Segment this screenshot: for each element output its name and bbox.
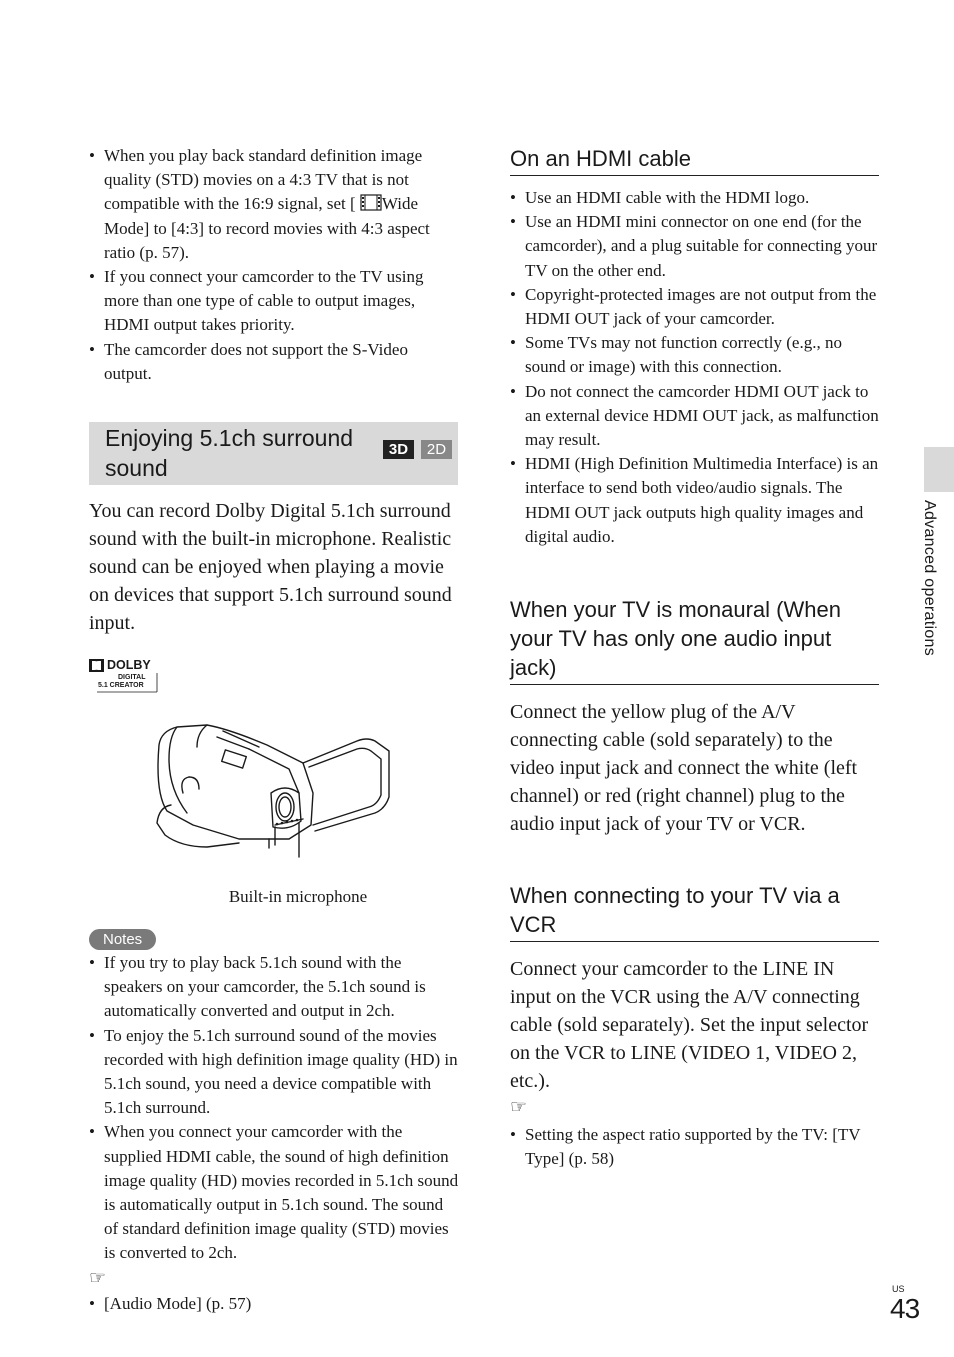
left-column [89, 144, 459, 1316]
camcorder-illustration [89, 697, 459, 887]
list-item: • When you connect your camcorder with the supplied HDMI cable, the sound of high definition image quality (HD) movies recorded in 5.1ch sound is automatically output in 5.1ch sound. The sound of standard definition image quality (STD) movies is converted to 2ch. [89, 1120, 459, 1265]
camcorder-image [89, 697, 459, 887]
badge-3d: 3D [383, 440, 414, 459]
list-item: • [Audio Mode] (p. 57) [89, 1292, 459, 1316]
list-item: • If you connect your camcorder to the TV using more than one type of cable to output images, HDMI output takes priority. [89, 265, 459, 338]
dolby-line3: 5.1 CREATOR [98, 682, 144, 690]
vcr-heading: When connecting to your TV via a VCR [510, 881, 879, 942]
list-item: • When you play back standard definition image quality (STD) movies on a 4:3 TV that is not compatible with the 16:9 signal, set [ Wide Mode] to [4:3] to record movies with 4:3 aspect ratio (p. 57). [89, 144, 459, 265]
notes-block [89, 929, 459, 1316]
section-side-label: Advanced operations [921, 500, 938, 657]
section-header-surround [89, 422, 458, 485]
list-item: • Copyright-protected images are not output from the HDMI OUT jack of your camcorder. [510, 283, 879, 331]
dolby-logo [89, 659, 159, 693]
right-column [510, 144, 879, 1171]
vcr-paragraph: Connect your camcorder to the LINE IN input on the VCR using the A/V connecting cable (sold separately). Set the input selector on the VCR to LINE (VIDEO 1, VIDEO 2, etc.). [510, 958, 869, 1093]
page-number: 43 [890, 1293, 920, 1324]
list-item: • Setting the aspect ratio supported by the TV: [TV Type] (p. 58) [510, 1123, 879, 1171]
hdmi-heading: On an HDMI cable [510, 144, 879, 176]
notes-label: Notes [89, 929, 156, 950]
reference-icon: ☞ [89, 1267, 107, 1289]
reference-list [510, 1123, 879, 1171]
dolby-line2: DIGITAL [118, 674, 146, 682]
intro-paragraph: You can record Dolby Digital 5.1ch surround sound with the built-in microphone. Realistic sound can be enjoyed when playing a movie on devices that support 5.1ch surround sound input. [89, 500, 452, 635]
list-item: • Some TVs may not function correctly (e.g., no sound or image) with this connection. [510, 331, 879, 379]
monaural-heading: When your TV is monaural (When your TV has only one audio input jack) [510, 595, 879, 685]
figure-caption: Built-in microphone [228, 887, 368, 907]
list-item: • Use an HDMI mini connector on one end (for the camcorder), and a plug suitable for connecting your TV on the other end. [510, 210, 879, 283]
reference-icon: ☞ [510, 1097, 528, 1119]
list-item: • To enjoy the 5.1ch surround sound of the movies recorded with high definition image quality (HD) in 5.1ch sound, you need a device compatible with 5.1ch surround. [89, 1024, 459, 1121]
dolby-brand: DOLBY [107, 658, 151, 673]
film-icon [360, 194, 382, 211]
list-item: • The camcorder does not support the S-Video output. [89, 338, 459, 386]
section-tab [924, 447, 954, 492]
list-item: • Do not connect the camcorder HDMI OUT jack to an external device HDMI OUT jack, as malfunction may result. [510, 380, 879, 453]
list-item: • HDMI (High Definition Multimedia Interface) is an interface to send both video/audio signals. The HDMI OUT jack outputs high quality images and digital audio. [510, 452, 879, 549]
monaural-paragraph: Connect the yellow plug of the A/V connecting cable (sold separately) to the video input jack and connect the white (left channel) or red (right channel) plug to the audio input jack of your TV or VCR. [510, 701, 858, 836]
notes-list [89, 951, 459, 1266]
list-item: • If you try to play back 5.1ch sound with the speakers on your camcorder, the 5.1ch sound is automatically converted and output in 2ch. [89, 951, 459, 1024]
top-bullet-list [89, 144, 459, 386]
badge-2d: 2D [421, 440, 452, 459]
reference-list [89, 1292, 459, 1316]
section-title: Enjoying 5.1ch surround sound [105, 425, 354, 482]
list-item: • Use an HDMI cable with the HDMI logo. [510, 186, 879, 210]
hdmi-bullet-list [510, 186, 879, 549]
page-region: US [892, 1284, 905, 1294]
